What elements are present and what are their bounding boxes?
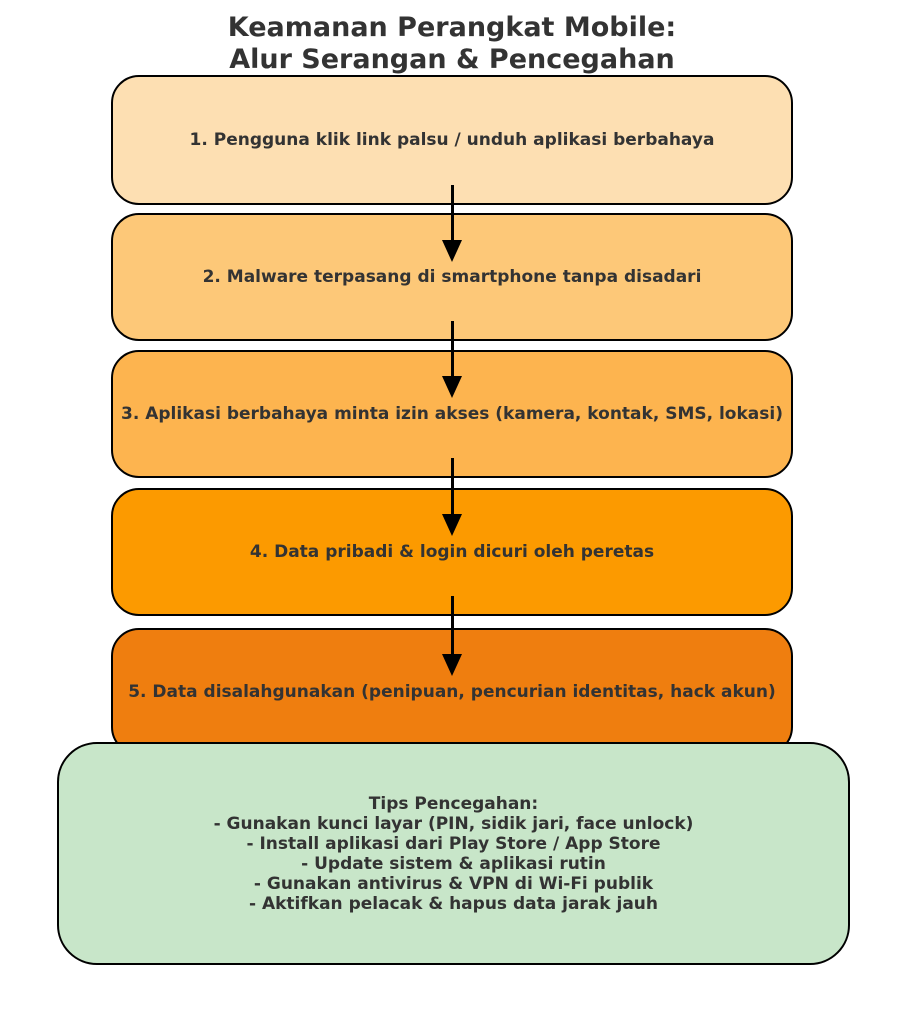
- arrow-head-icon: [442, 514, 462, 536]
- tips-item: - Update sistem & aplikasi rutin: [301, 853, 606, 874]
- flow-step-2-label: 2. Malware terpasang di smartphone tanpa disadari: [202, 267, 702, 287]
- page-title-line-1: Keamanan Perangkat Mobile:: [227, 12, 677, 43]
- tips-item: - Gunakan antivirus & VPN di Wi-Fi publik: [253, 873, 654, 894]
- arrow-down-icon: [442, 458, 463, 536]
- tips-item: - Gunakan kunci layar (PIN, sidik jari, face unlock): [213, 813, 694, 834]
- page-title: [0, 12, 904, 76]
- prevention-tips-box: [57, 742, 850, 965]
- arrow-head-icon: [442, 240, 462, 262]
- arrow-shaft: [451, 596, 454, 655]
- arrow-shaft: [451, 185, 454, 241]
- page-title-line-2: Alur Serangan & Pencegahan: [229, 43, 675, 75]
- arrow-down-icon: [442, 185, 463, 262]
- flow-step-1-label: 1. Pengguna klik link palsu / unduh aplikasi berbahaya: [189, 130, 715, 150]
- tips-heading: Tips Pencegahan:: [368, 793, 539, 814]
- arrow-shaft: [451, 321, 454, 377]
- flow-step-4-label: 4. Data pribadi & login dicuri oleh peretas: [249, 542, 655, 562]
- tips-item: - Install aplikasi dari Play Store / App Store: [246, 833, 661, 854]
- flow-step-5-label: 5. Data disalahgunakan (penipuan, pencurian identitas, hack akun): [128, 681, 776, 702]
- prevention-tips-content: [214, 794, 694, 914]
- arrow-head-icon: [442, 654, 462, 676]
- arrow-shaft: [451, 458, 454, 515]
- flow-step-3-label: 3. Aplikasi berbahaya minta izin akses (kamera, kontak, SMS, lokasi): [121, 404, 783, 424]
- arrow-down-icon: [442, 596, 463, 676]
- arrow-down-icon: [442, 321, 463, 398]
- tips-item: - Aktifkan pelacak & hapus data jarak jauh: [248, 893, 659, 914]
- arrow-head-icon: [442, 376, 462, 398]
